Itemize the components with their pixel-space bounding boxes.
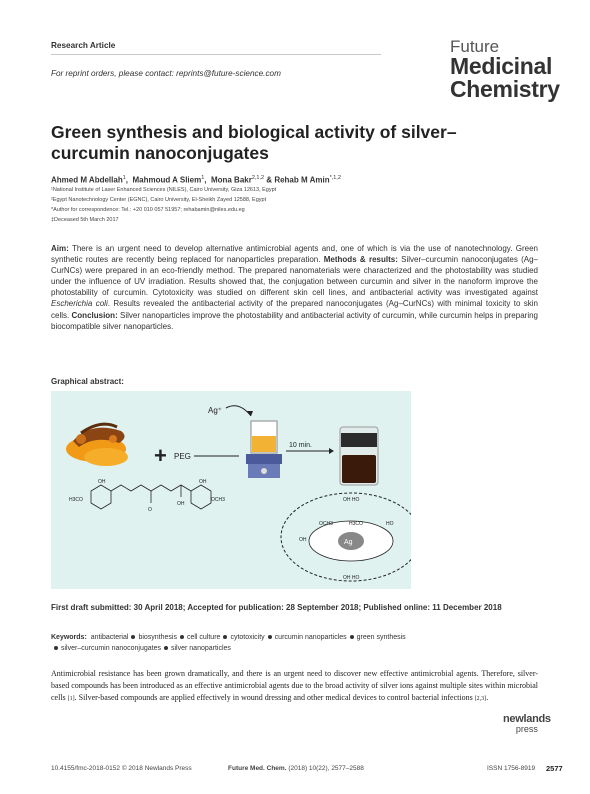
footer-citation-text: (2018) 10(22), 2577–2588 bbox=[286, 765, 364, 772]
peg-label: PEG bbox=[174, 452, 191, 461]
author-affiliation-marker: 2,1,2 bbox=[251, 175, 265, 181]
journal-logo bbox=[450, 38, 560, 101]
author-affiliation-marker: *,1,2 bbox=[329, 175, 341, 181]
complex-hydroxyl-label: OH HO bbox=[343, 497, 360, 503]
complex-hydroxyl-label: HO bbox=[386, 521, 394, 527]
citation-link[interactable]: [1] bbox=[67, 696, 75, 703]
structure-hydroxyl-label: OH bbox=[199, 479, 207, 485]
journal-name-line2: Medicinal bbox=[450, 53, 553, 79]
silver-core-label: Ag bbox=[344, 539, 353, 546]
reprint-note: For reprint orders, please contact: reprints@future-science.com bbox=[51, 69, 281, 78]
citation-link[interactable]: [2,3] bbox=[474, 696, 487, 703]
abstract-methods-label: Methods & results: bbox=[323, 255, 398, 265]
footer-issn: ISSN 1756-8919 bbox=[487, 765, 536, 772]
author-affiliation-marker: 1 bbox=[201, 175, 205, 181]
structure-enol-label: OH bbox=[177, 501, 185, 507]
body-paragraph bbox=[51, 668, 538, 706]
turmeric-image bbox=[66, 424, 128, 466]
deceased-note: ‡Deceased 5th March 2017 bbox=[51, 217, 119, 223]
complex-methoxy-label: H3CO bbox=[349, 521, 363, 527]
footer-journal-abbrev: Future Med. Chem. bbox=[228, 765, 287, 772]
complex-hydroxyl-label: OH bbox=[299, 537, 307, 543]
graphical-abstract-figure bbox=[51, 391, 411, 589]
silver-ion-label: Ag⁺ bbox=[208, 406, 223, 415]
abstract-methods-text-2: . Results revealed the antibacterial activity of the prepared nanoconjugates (Ag–CurNCs) with minimal toxicity to skin cells. bbox=[51, 299, 538, 320]
footer-citation bbox=[228, 765, 364, 772]
keyword: cell culture bbox=[186, 634, 221, 641]
curcumin-structure bbox=[91, 485, 211, 509]
silver-ion-arrow bbox=[226, 406, 251, 416]
keyword-separator bbox=[164, 646, 168, 650]
keywords-label: Keywords: bbox=[51, 634, 87, 641]
keyword: silver nanoparticles bbox=[171, 645, 231, 652]
keyword-separator bbox=[54, 646, 58, 650]
beaker-on-stirrer bbox=[246, 421, 282, 478]
keyword-separator bbox=[268, 635, 272, 639]
affiliation: ¹National Institute of Laser Enhanced Sciences (NILES), Cairo University, Giza 12613, Egypt bbox=[51, 187, 277, 193]
publication-dates: First draft submitted: 30 April 2018; Accepted for publication: 28 September 2018; Published online: 11 December 2018 bbox=[51, 603, 502, 612]
author-name: Mona Bakr bbox=[210, 175, 252, 185]
complex-methoxy-label: OCH3 bbox=[319, 521, 333, 527]
author-affiliation-marker: 1 bbox=[122, 175, 126, 181]
body-text: . Silver-based compounds are applied effectively in wound dressing and other medical devices to control bacterial infections bbox=[74, 693, 475, 703]
reaction-time-label: 10 min. bbox=[289, 442, 312, 449]
graphical-abstract-label: Graphical abstract: bbox=[51, 377, 124, 386]
keyword: green synthesis bbox=[356, 634, 406, 641]
body-text: . bbox=[486, 693, 489, 703]
body-text: Antimicrobial resistance has been grown dramatically, and there is an urgent need to discover new effective antimicrobial agents. Therefore, silver-based compounds has been introduced as an effective antimicrobial agents due to the broad activity of silver ions against multiple sites within microbial cells bbox=[51, 669, 538, 703]
abstract bbox=[51, 243, 538, 332]
affiliation: ²Egypt Nanotechnology Center (EGNC), Cairo University, El-Sheikh Zayed 12588, Egypt bbox=[51, 197, 267, 203]
author-name: Mahmoud A Sliem bbox=[132, 175, 202, 185]
keyword-separator bbox=[223, 635, 227, 639]
abstract-organism: Escherichia coli bbox=[51, 299, 108, 309]
page-number: 2577 bbox=[546, 764, 563, 773]
keyword-separator bbox=[350, 635, 354, 639]
abstract-aim-label: Aim: bbox=[51, 244, 69, 253]
structure-methoxy-label: H3CO bbox=[69, 497, 83, 503]
abstract-aim-text: There is an urgent need to develop alternative antimicrobial agents and, one of which is via the use of nanotechnology. Green synthetic routes are recently being replaced for nanoparticles preparation. bbox=[51, 244, 538, 265]
article-title: Green synthesis and biological activity of silver–curcumin nanoconjugates bbox=[51, 122, 457, 163]
author-name: Ahmed M Abdellah bbox=[51, 175, 123, 185]
keyword-separator bbox=[131, 635, 135, 639]
graphical-abstract bbox=[51, 391, 411, 589]
structure-hydroxyl-label: OH bbox=[98, 479, 106, 485]
complex-hydroxyl-label: OH HO bbox=[343, 575, 360, 581]
header-rule bbox=[51, 54, 381, 55]
structure-methoxy-label: OCH3 bbox=[211, 497, 225, 503]
journal-name-line3: Chemistry bbox=[450, 76, 560, 102]
product-vial bbox=[340, 427, 378, 485]
publisher-logo bbox=[503, 714, 551, 734]
publisher-name-line2: press bbox=[515, 724, 538, 734]
author-name: Rehab M Amin bbox=[274, 175, 330, 185]
abstract-conclusion-label: Conclusion: bbox=[71, 310, 118, 320]
reaction-arrowhead bbox=[329, 448, 334, 454]
keyword: biosynthesis bbox=[138, 634, 177, 641]
footer-doi: 10.4155/fmc-2018-0152 © 2018 Newlands Press bbox=[51, 765, 192, 772]
article-type: Research Article bbox=[51, 41, 116, 50]
keyword: silver–curcumin nanoconjugates bbox=[61, 645, 161, 652]
publisher-name-line1: newlands bbox=[503, 713, 551, 725]
keyword: curcumin nanoparticles bbox=[274, 634, 347, 641]
journal-name-line1: Future bbox=[450, 37, 500, 56]
correspondence-note: *Author for correspondence: Tel.: +20 010 057 51957; rehabamin@niles.edu.eg bbox=[51, 207, 245, 213]
author-list: Ahmed M Abdellah$^1$, Mahmoud A Sliem$^1$, Mona Bakr$^{2,1,2}$ & Rehab M Amin$^{*,1,2}$ bbox=[51, 175, 341, 185]
abstract-methods-text: Silver–curcumin nanoconjugates (Ag–CurNCs) were prepared in an eco-friendly method. The prepared nanomaterials were characterized and the photostability was studied under the influence of UV irradiation. Results showed that, the conjugation between curcumin and silver in the nanoform improve the photostability of curcumin. Cytotoxicity was studied on different skin cell lines, and antibacterial activity was investigated against bbox=[51, 255, 539, 298]
structure-carbonyl-label: O bbox=[148, 507, 152, 513]
plus-sign: + bbox=[154, 443, 167, 468]
keyword: cytotoxicity bbox=[230, 634, 265, 641]
keyword-separator bbox=[180, 635, 184, 639]
keyword: antibacterial bbox=[90, 634, 129, 641]
abstract-conclusion-text: Silver nanoparticles improve the photostability and antibacterial activity of curcumin, while curcumin helps in preparing biocompatible silver nanoparticles. bbox=[51, 310, 538, 331]
keywords bbox=[51, 632, 538, 654]
